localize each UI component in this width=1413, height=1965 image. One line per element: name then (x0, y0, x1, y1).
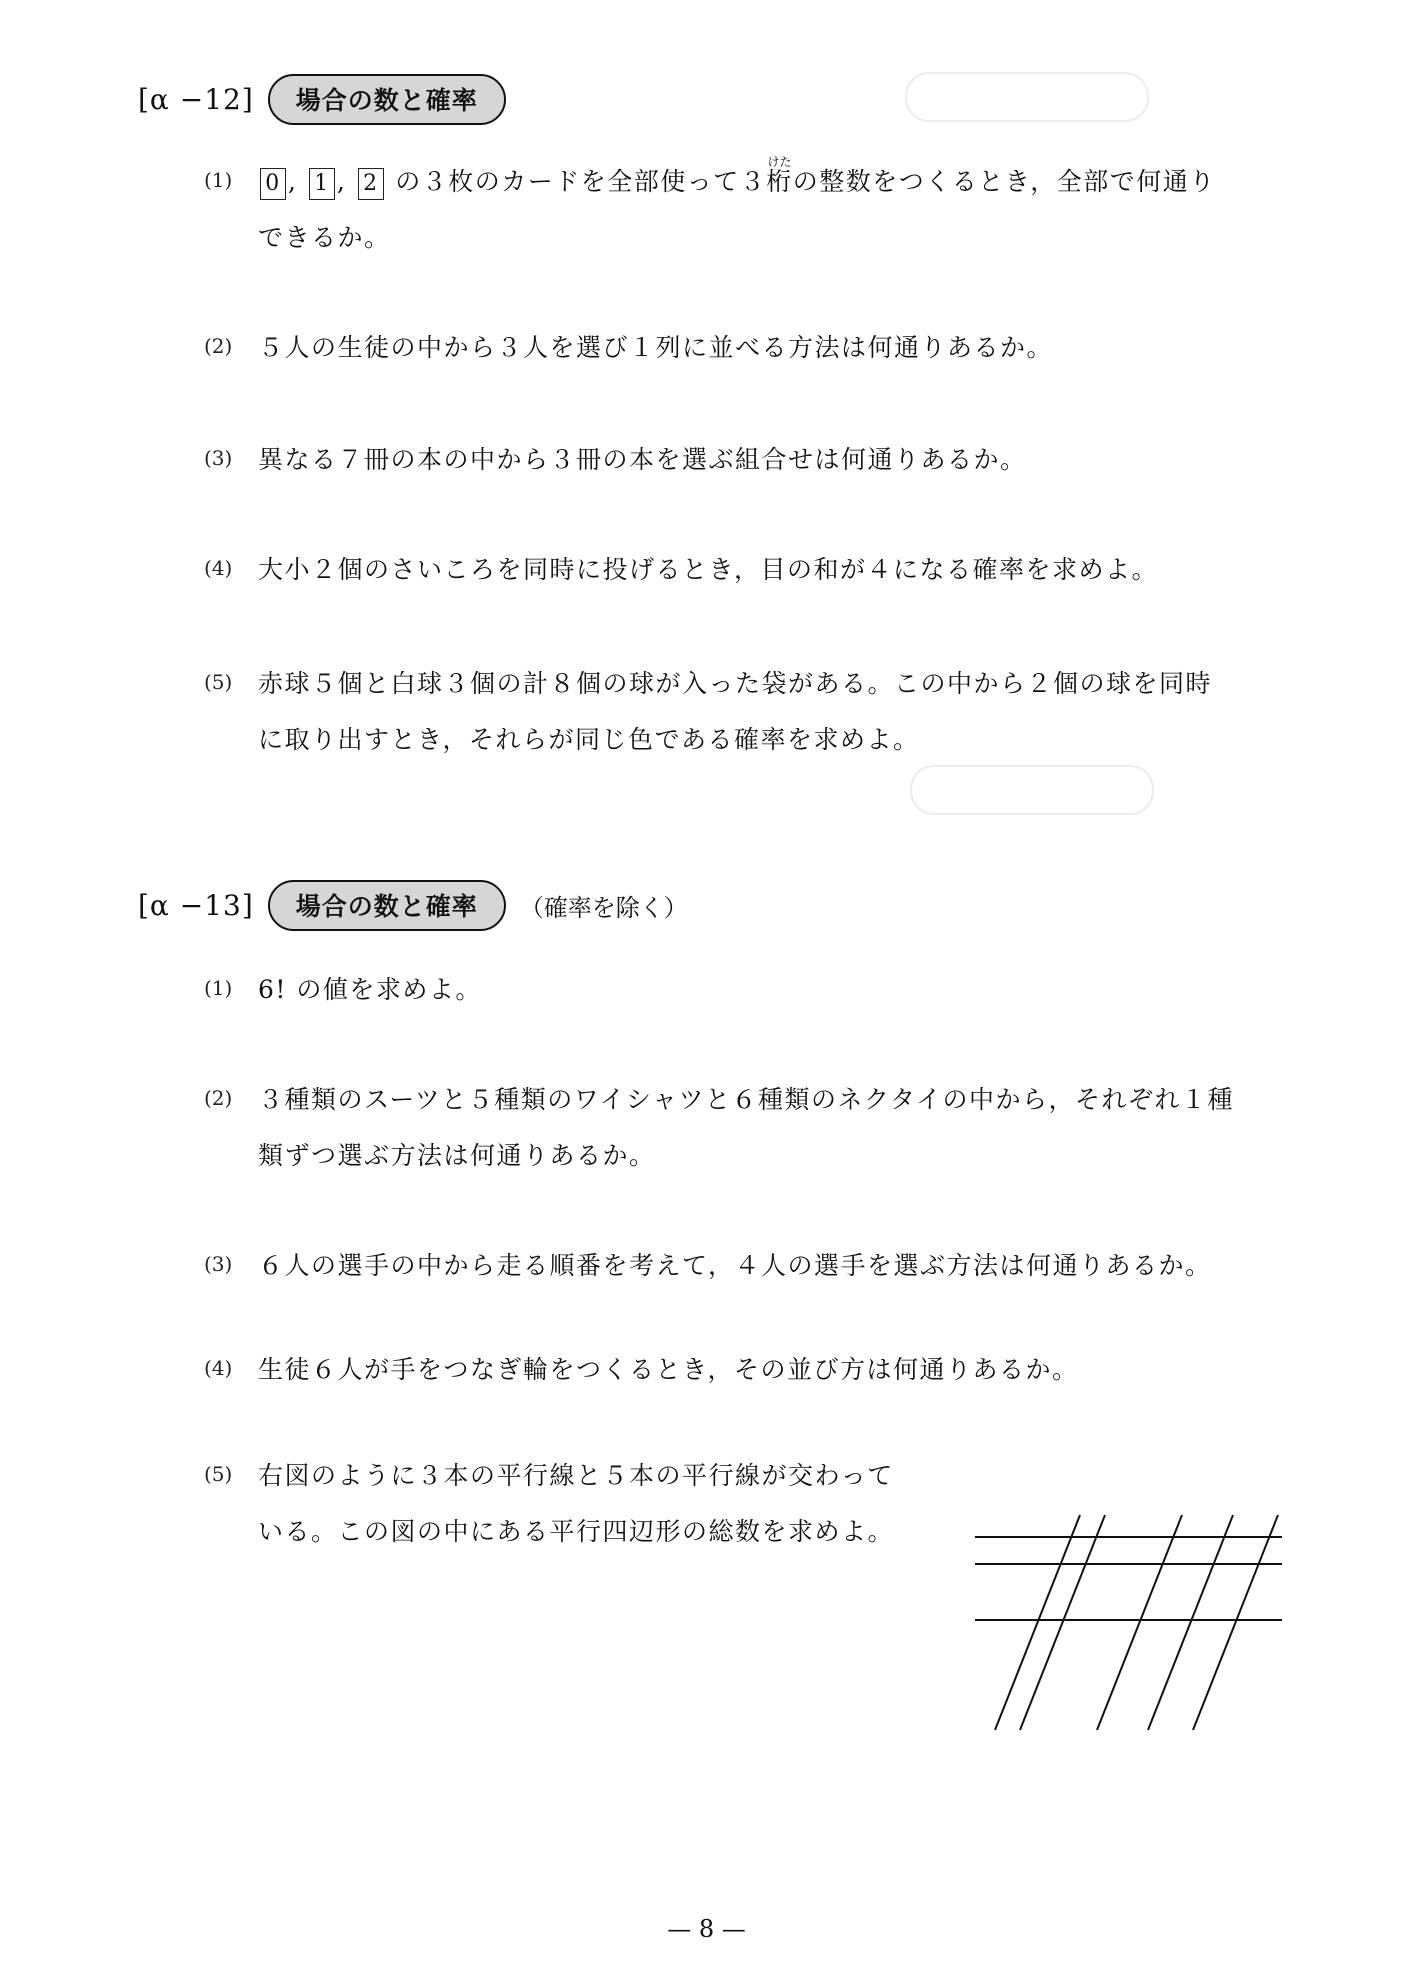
bleed-pill-1 (905, 72, 1149, 122)
q12-1-ruby (766, 154, 793, 210)
slanted-line (1148, 1515, 1233, 1730)
card-0: 0 (260, 168, 286, 200)
q12-1-number: (1) (204, 168, 233, 192)
q13-5-text (258, 1448, 894, 1560)
page-number: — 8 — (667, 1915, 746, 1943)
q13-2-text (258, 1072, 1234, 1184)
q12-1-text-pre: の３枚のカードを全部使って３ (395, 167, 767, 196)
q12-1-line2: できるか。 (258, 223, 391, 252)
section-13-note: （確率を除く） (519, 894, 688, 922)
q13-5-line1: 右図のように３本の平行線と５本の平行線が交わって (258, 1461, 894, 1490)
q13-1-number: (1) (204, 976, 233, 1000)
section-12-number: [α −12] (138, 83, 254, 116)
section-13-number: [α −13] (138, 889, 254, 922)
q12-3-number: (3) (204, 446, 233, 470)
slanted-line (995, 1515, 1080, 1730)
slanted-line (1193, 1515, 1278, 1730)
q13-5-line2: いる。この図の中にある平行四辺形の総数を求めよ。 (258, 1517, 895, 1546)
q13-2-number: (2) (204, 1086, 233, 1110)
q12-1-ruby-base: 桁 (766, 167, 793, 196)
slanted-line (1020, 1515, 1105, 1730)
slanted-line (1097, 1515, 1182, 1730)
q12-5-line2: に取り出すとき，それらが同じ色である確率を求めよ。 (258, 725, 920, 754)
q13-3-text: ６人の選手の中から走る順番を考えて，４人の選手を選ぶ方法は何通りあるか。 (258, 1251, 1212, 1280)
q12-4-text: 大小２個のさいころを同時に投げるとき，目の和が４になる確率を求めよ。 (258, 555, 1159, 584)
section-12-title: 場合の数と確率 (268, 74, 506, 125)
q13-3-number: (3) (204, 1252, 233, 1276)
card-2: 2 (358, 168, 384, 200)
section-13-header (138, 880, 688, 931)
q12-2-number: (2) (204, 334, 233, 358)
q12-5-text (258, 656, 1212, 768)
q13-2-line2: 類ずつ選ぶ方法は何通りあるか。 (258, 1141, 656, 1170)
q13-5-number: (5) (204, 1462, 233, 1486)
card-1: 1 (309, 168, 335, 200)
q12-1-text-post: の整数をつくるとき，全部で何通り (792, 167, 1216, 196)
q13-4-text: 生徒６人が手をつなぎ輪をつくるとき，その並び方は何通りあるか。 (258, 1355, 1079, 1384)
q13-4-number: (4) (204, 1356, 233, 1380)
section-12-header (138, 74, 506, 125)
q12-3-text: 異なる７冊の本の中から３冊の本を選ぶ組合せは何通りあるか。 (258, 445, 1027, 474)
section-13-title: 場合の数と確率 (268, 880, 506, 931)
q12-2-text: ５人の生徒の中から３人を選び１列に並べる方法は何通りあるか。 (258, 333, 1054, 362)
q12-5-line1: 赤球５個と白球３個の計８個の球が入った袋がある。この中から２個の球を同時 (258, 669, 1213, 698)
q12-1-ruby-text: けた (767, 155, 792, 169)
q13-2-line1: ３種類のスーツと５種類のワイシャツと６種類のネクタイの中から，それぞれ１種 (258, 1085, 1235, 1114)
q12-5-number: (5) (204, 670, 233, 694)
q13-1-text: 6! の値を求めよ。 (258, 975, 482, 1004)
q12-4-number: (4) (204, 556, 233, 580)
bleed-pill-2 (910, 765, 1154, 815)
parallel-lines-figure (970, 1500, 1290, 1740)
q12-1-text: 0 , 1 , 2 の３枚のカードを全部使って３桁 けた の整数をつくるとき，全部で何通り できるか。 (258, 154, 1216, 266)
